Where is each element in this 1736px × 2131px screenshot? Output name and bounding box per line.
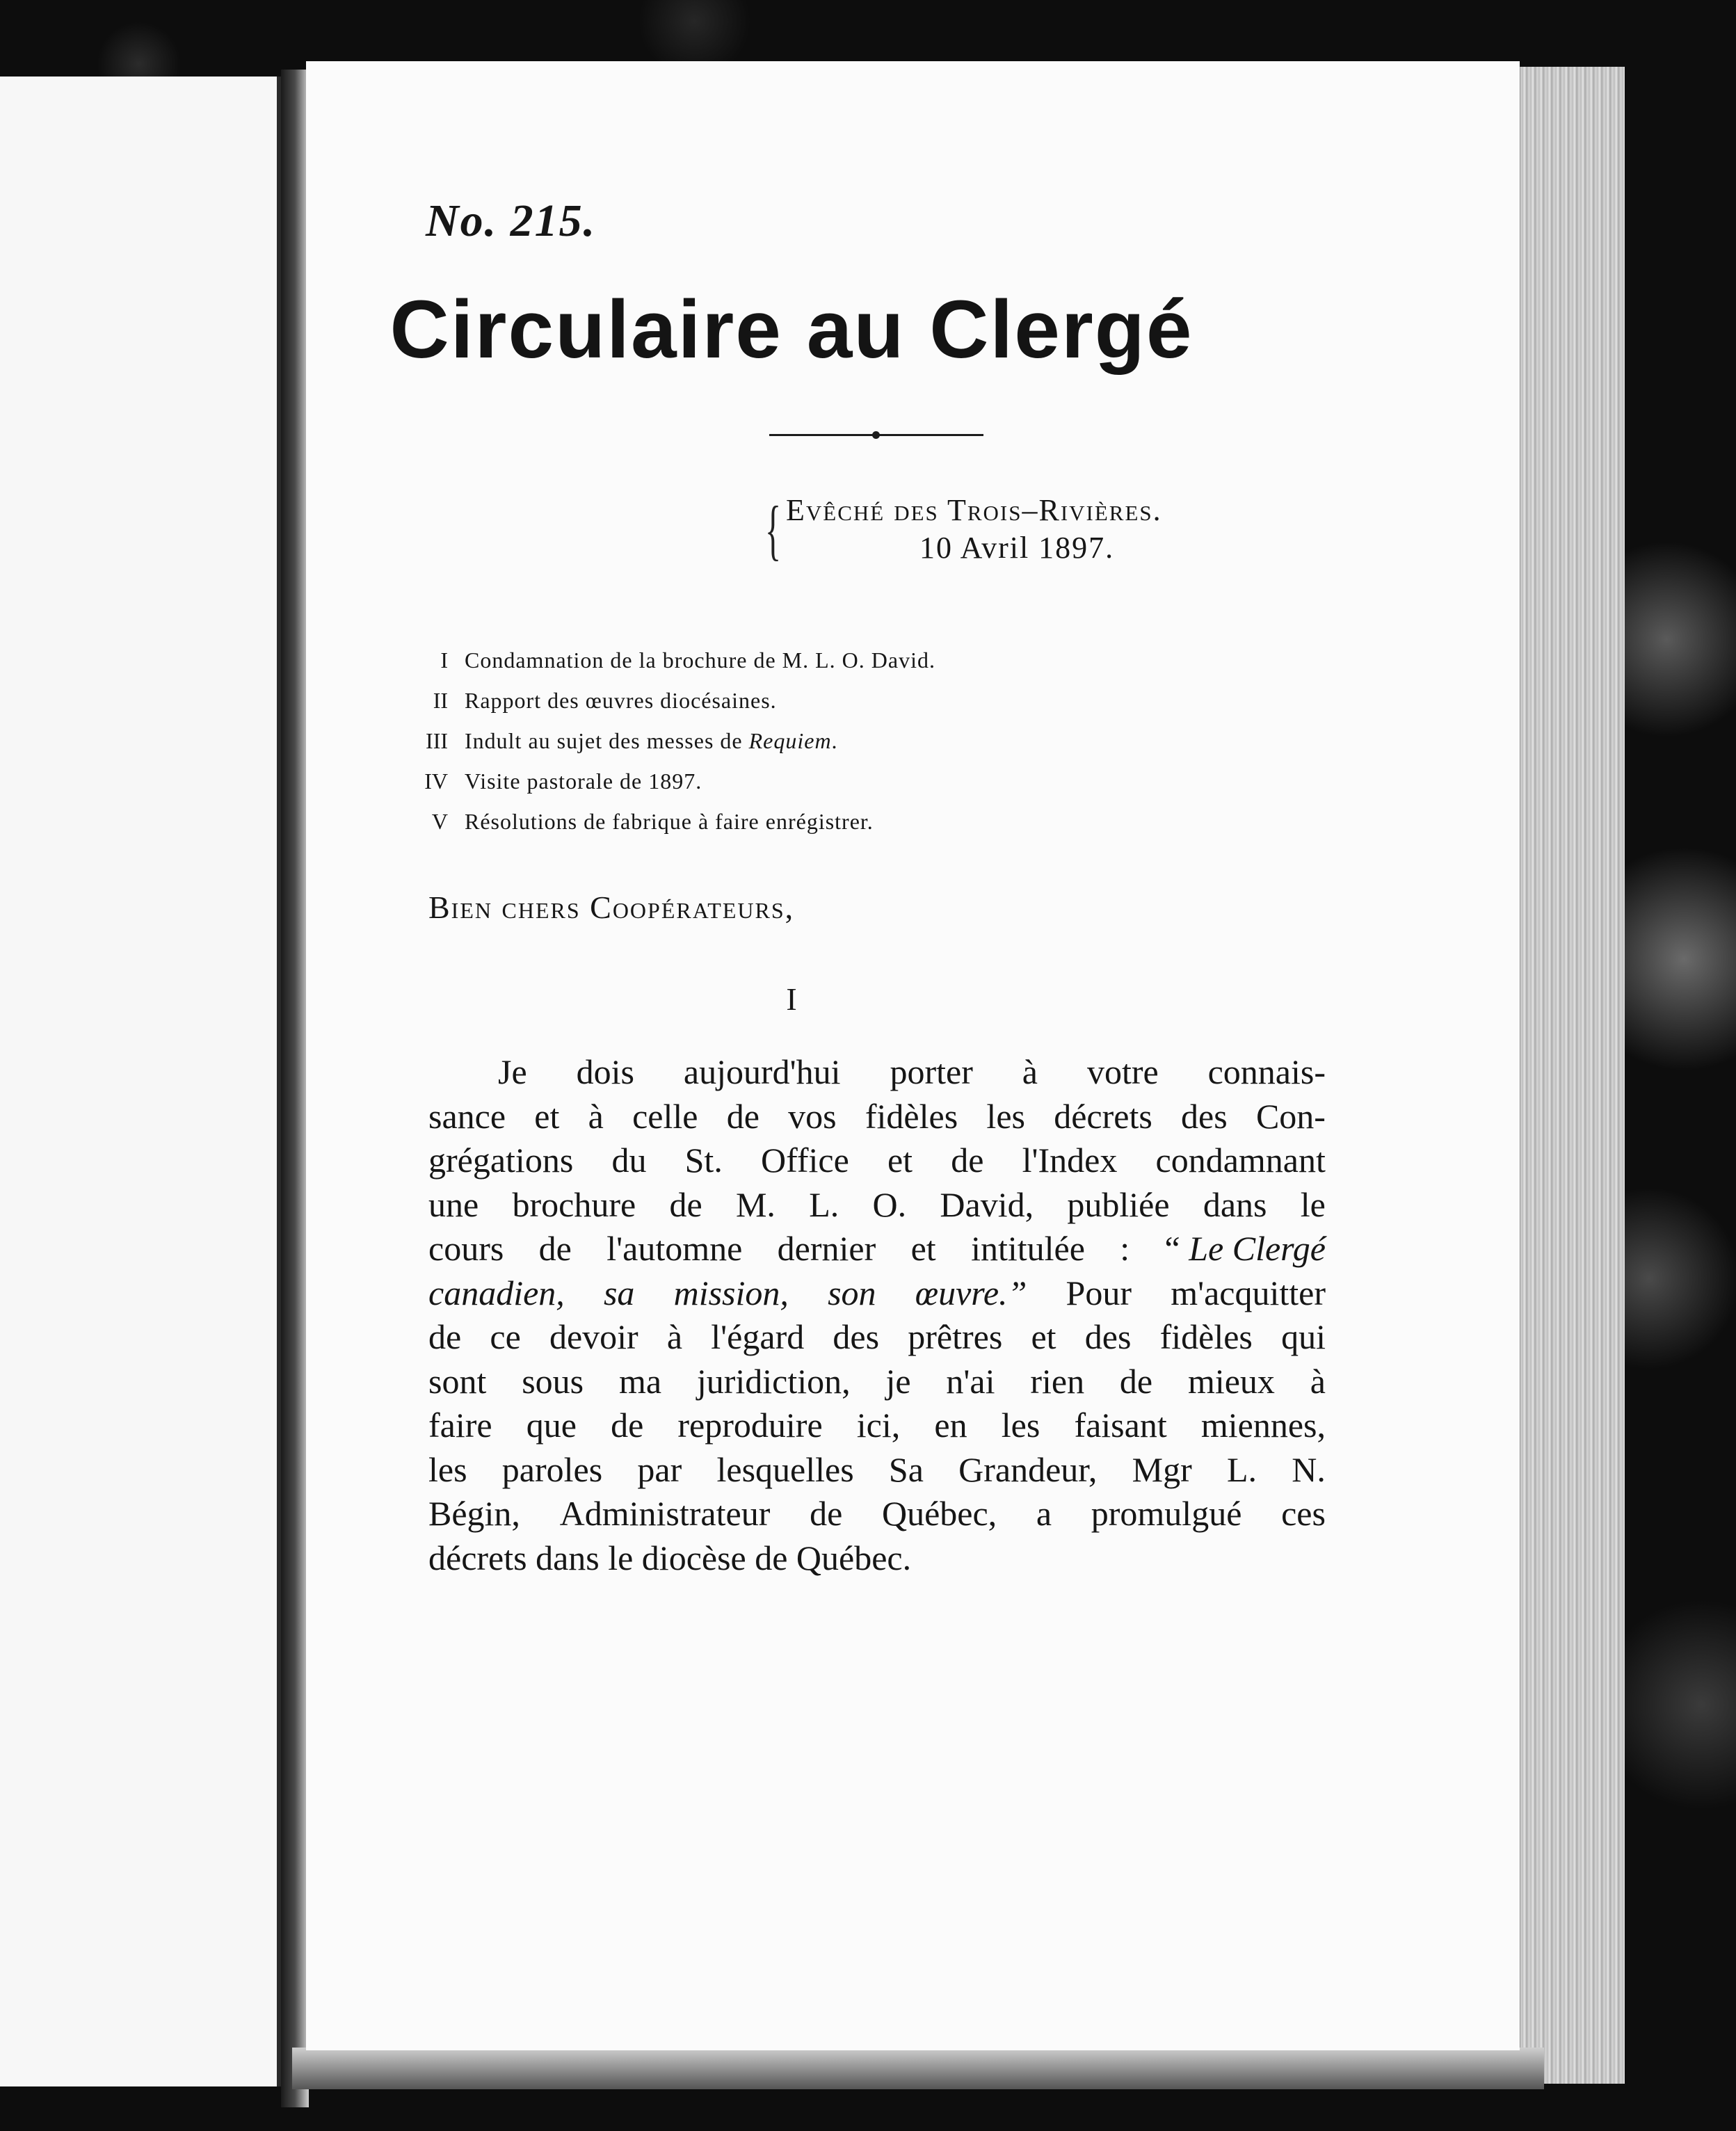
contents-item: V Résolutions de fabrique à faire enrégistrer. <box>431 809 874 834</box>
dateline-date: 10 Avril 1897. <box>919 531 1115 565</box>
contents-item: II Rapport des œuvres diocésaines. <box>433 688 777 713</box>
paragraph-line: canadien, sa mission, son œuvre.” Pour m'acquitter <box>428 1273 1326 1312</box>
page-edges <box>1518 67 1625 2084</box>
document-page <box>306 61 1520 2050</box>
paragraph-line: faire que de reproduire ici, en les faisant miennes, <box>428 1406 1326 1445</box>
dateline-place: Evêché des Trois–Rivières. <box>786 493 1162 527</box>
page-bottom-edge <box>292 2048 1544 2089</box>
document-number: No. 215. <box>426 195 597 246</box>
paragraph-line: sance et à celle de vos fidèles les décrets des Con- <box>428 1096 1326 1136</box>
paragraph-line: cours de l'automne dernier et intitulée : “ Le Clergé <box>428 1229 1326 1268</box>
paragraph-line: Bégin, Administrateur de Québec, a promulgué ces <box>428 1494 1326 1533</box>
contents-list <box>417 640 1182 842</box>
paragraph-line: Je dois aujourd'hui porter à votre connais- <box>498 1052 1326 1091</box>
ornament-divider <box>769 430 983 440</box>
paragraph-line: les paroles par lesquelles Sa Grandeur, Mgr L. N. <box>428 1449 1326 1489</box>
contents-item: III Indult au sujet des messes de Requiem. <box>426 728 838 753</box>
brace-glyph: { <box>765 492 782 567</box>
left-page <box>0 77 281 2086</box>
paragraph-line: grégations du St. Office et de l'Index condamnant <box>428 1141 1326 1180</box>
paragraph-line: une brochure de M. L. O. David, publiée dans le <box>428 1184 1326 1224</box>
page-title: Circulaire au Clergé <box>389 284 1194 376</box>
book-gutter <box>281 70 309 2107</box>
paragraph-line: sont sous ma juridiction, je n'ai rien de mieux à <box>428 1361 1326 1401</box>
paragraph-line: décrets dans le diocèse de Québec. <box>428 1538 912 1577</box>
contents-item: IV Visite pastorale de 1897. <box>424 769 702 794</box>
contents-item: I Condamnation de la brochure de M. L. O. David. <box>440 648 935 673</box>
paragraph-line: de ce devoir à l'égard des prêtres et des fidèles qui <box>428 1317 1326 1356</box>
salutation: Bien chers Coopérateurs, <box>428 890 795 925</box>
section-number: I <box>786 981 797 1017</box>
body-paragraph <box>428 1050 1326 1580</box>
